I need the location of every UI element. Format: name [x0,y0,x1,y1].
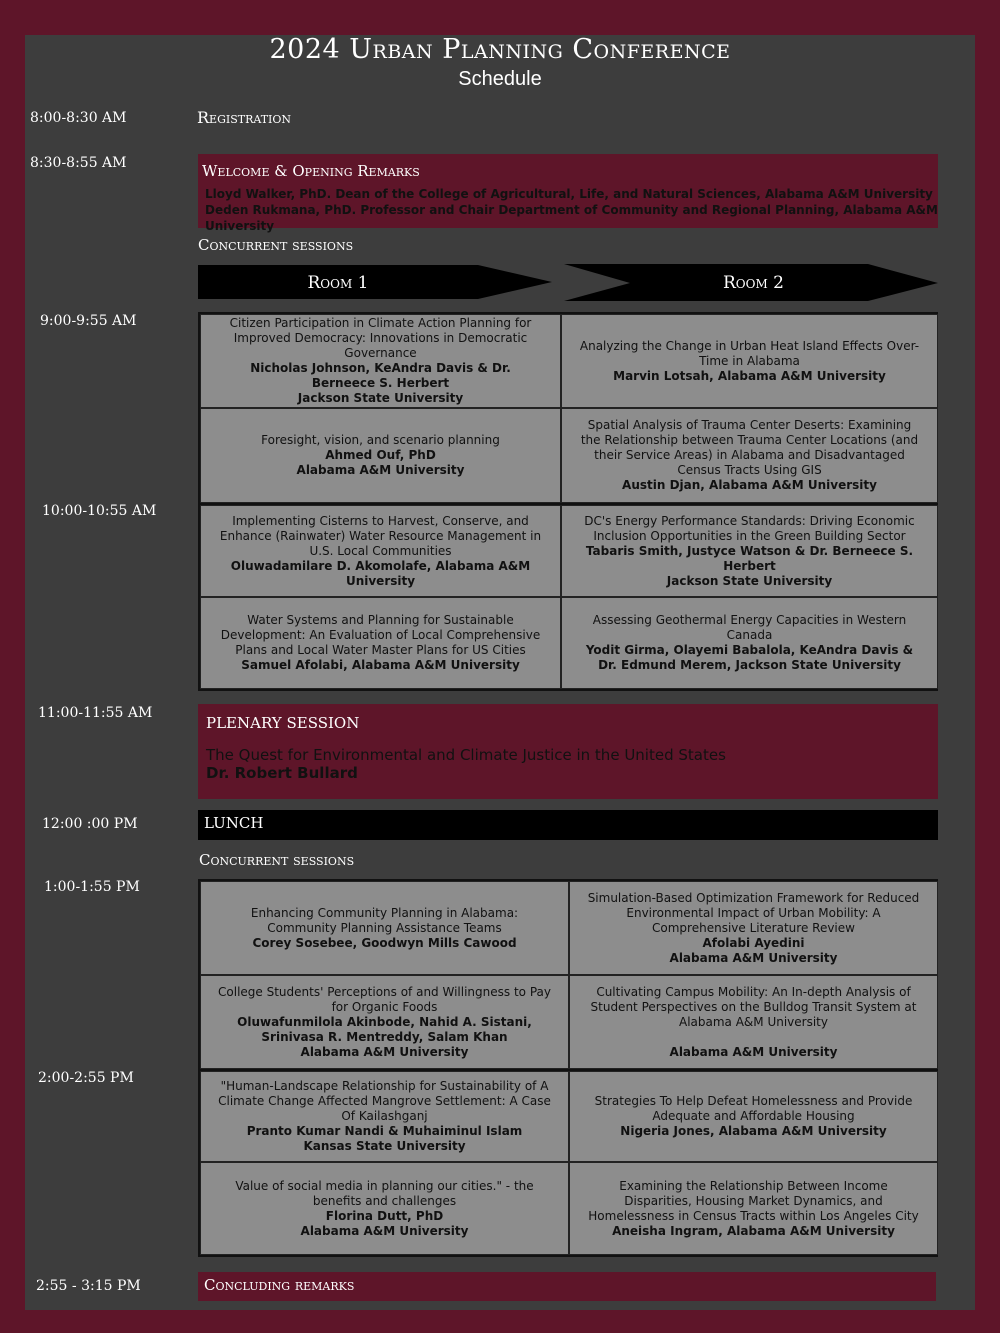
session-title: Citizen Participation in Climate Action Planning for Improved Democracy: Innovations in Democratic Governance [229,316,532,360]
session-authors: Oluwafunmilola Akinbode, Nahid A. Sistani, Srinivasa R. Mentreddy, Salam Khan [237,1014,532,1044]
lunch-banner [198,810,938,840]
session-title: Water Systems and Planning for Sustainable Development: An Evaluation of Local Comprehensive Plans and Local Water Master Plans for US Cities [220,613,541,657]
session-cell [200,597,561,689]
page-subtitle: Schedule [458,68,542,90]
session-title: Foresight, vision, and scenario planning [261,433,500,447]
concurrent-label-morning: Concurrent sessions [198,236,354,254]
session-title: DC's Energy Performance Standards: Driving Economic Inclusion Opportunities in the Green Building Sector [584,513,915,543]
time-registration: 8:00-8:30 AM [30,110,127,126]
session-authors: Corey Sosebee, Goodwyn Mills Cawood [252,935,517,950]
session-cell [200,881,569,975]
session-authors: Tabaris Smith, Justyce Watson & Dr. Berneece S. Herbert [585,543,914,573]
session-authors: Yodit Girma, Olayemi Babalola, KeAndra Davis & Dr. Edmund Merem, Jackson State University [585,643,914,672]
lunch-label: LUNCH [204,814,264,832]
session-title: Assessing Geothermal Energy Capacities in Western Canada [592,613,907,642]
session-affiliation: Alabama A&M University [296,463,465,477]
session-affiliation: Jackson State University [666,573,833,588]
concluding-banner [198,1272,936,1301]
time-plenary: 11:00-11:55 AM [38,705,153,721]
session-authors: Nigeria Jones, Alabama A&M University [620,1124,887,1138]
session-title: Analyzing the Change in Urban Heat Island Effects Over-Time in Alabama [579,338,920,368]
plenary-speaker: Dr. Robert Bullard [206,764,358,782]
session-cell [561,314,938,408]
table-row [200,597,936,689]
session-authors: Marvin Lotsah, Alabama A&M University [613,368,886,383]
morning-sessions-grid [198,312,938,691]
session-cell [200,1071,569,1162]
session-authors: Oluwadamilare D. Akomolafe, Alabama A&M University [230,558,531,588]
session-title: Simulation-Based Optimization Framework for Reduced Environmental Impact of Urban Mobility: A Comprehensive Literature Review [587,890,920,935]
table-row [200,1162,936,1255]
time-session-4: 2:00-2:55 PM [38,1070,134,1086]
session-authors: Austin Djan, Alabama A&M University [622,478,877,492]
table-row [200,975,936,1069]
session-authors: Samuel Afolabi, Alabama A&M University [241,658,520,672]
time-welcome: 8:30-8:55 AM [30,155,127,171]
table-row [200,314,936,408]
session-authors: Alabama A&M University [669,1044,838,1059]
time-lunch: 12:00 :00 PM [42,816,138,832]
session-cell [561,505,938,597]
session-title: Strategies To Help Defeat Homelessness and Provide Adequate and Affordable Housing [594,1094,913,1123]
table-row [200,881,936,975]
session-title: Value of social media in planning our cities." - the benefits and challenges [235,1178,534,1208]
session-title: "Human-Landscape Relationship for Sustainability of A Climate Change Affected Mangrove Settlement: A Case Of Kailashganj [218,1079,551,1123]
session-authors: Aneisha Ingram, Alabama A&M University [612,1223,895,1238]
session-authors: Ahmed Ouf, PhD [325,448,436,462]
room-2-label: Room 2 [723,273,784,293]
table-row [200,408,936,503]
session-cell [200,408,561,503]
session-cell [561,597,938,689]
time-concluding: 2:55 - 3:15 PM [36,1278,141,1294]
room-1-label: Room 1 [307,273,369,293]
session-authors: Nicholas Johnson, KeAndra Davis & Dr. Berneece S. Herbert [250,361,511,390]
concurrent-label-afternoon: Concurrent sessions [199,851,355,869]
time-session-2: 10:00-10:55 AM [42,503,157,519]
session-affiliation: Alabama A&M University [669,950,838,965]
session-title: Cultivating Campus Mobility: An In-depth Analysis of Student Perspectives on the Bulldog Transit System at Alabama A&M University [590,984,917,1029]
session-cell [569,975,938,1069]
plenary-label: PLENARY SESSION [206,714,360,732]
session-title: Examining the Relationship Between Income Disparities, Housing Market Dynamics, and Homelessness in Census Tracts within Los Angeles City [588,1178,919,1223]
session-cell [200,1162,569,1255]
session-title: College Students' Perceptions of and Willingness to Pay for Organic Foods [218,984,551,1014]
session-affiliation: Alabama A&M University [300,1044,469,1059]
session-authors: Florina Dutt, PhD [325,1208,444,1223]
session-cell [200,975,569,1069]
registration-label: Registration [197,108,292,127]
table-row [200,1069,936,1162]
session-cell [200,505,561,597]
session-affiliation: Kansas State University [303,1139,466,1153]
time-session-3: 1:00-1:55 PM [44,879,140,895]
session-authors: Afolabi Ayedini [702,935,805,950]
plenary-banner [198,704,938,799]
session-title: Enhancing Community Planning in Alabama: Community Planning Assistance Teams [250,905,519,935]
session-title: Implementing Cisterns to Harvest, Conserve, and Enhance (Rainwater) Water Resource Management in U.S. Local Communities [219,513,542,558]
session-title: Spatial Analysis of Trauma Center Deserts: Examining the Relationship between Trauma Center Locations (and their Service Areas) in Alabama and Disadvantaged Census Tracts Using GIS [580,418,919,477]
afternoon-sessions-grid [198,879,938,1257]
session-affiliation: Jackson State University [297,391,464,405]
session-cell [561,408,938,503]
session-cell [569,881,938,975]
concluding-label: Concluding remarks [204,1276,355,1294]
welcome-speaker-1: Lloyd Walker, PhD. Dean of the College of Agricultural, Life, and Natural Sciences, Alabama A&M University [205,187,933,201]
table-row [200,503,936,597]
session-cell [569,1071,938,1162]
session-authors: Pranto Kumar Nandi & Muhaiminul Islam [246,1124,523,1138]
page-title: 2024 Urban Planning Conference [269,34,731,65]
welcome-speaker-2: Deden Rukmana, PhD. Professor and Chair Department of Community and Regional Planning, Alabama A&M University [205,203,938,233]
welcome-banner [198,154,938,233]
session-cell [200,314,561,408]
session-cell [569,1162,938,1255]
welcome-title: Welcome & Opening Remarks [202,162,420,180]
time-session-1: 9:00-9:55 AM [40,313,137,329]
session-affiliation: Alabama A&M University [300,1223,469,1238]
plenary-title: The Quest for Environmental and Climate Justice in the United States [206,746,726,764]
